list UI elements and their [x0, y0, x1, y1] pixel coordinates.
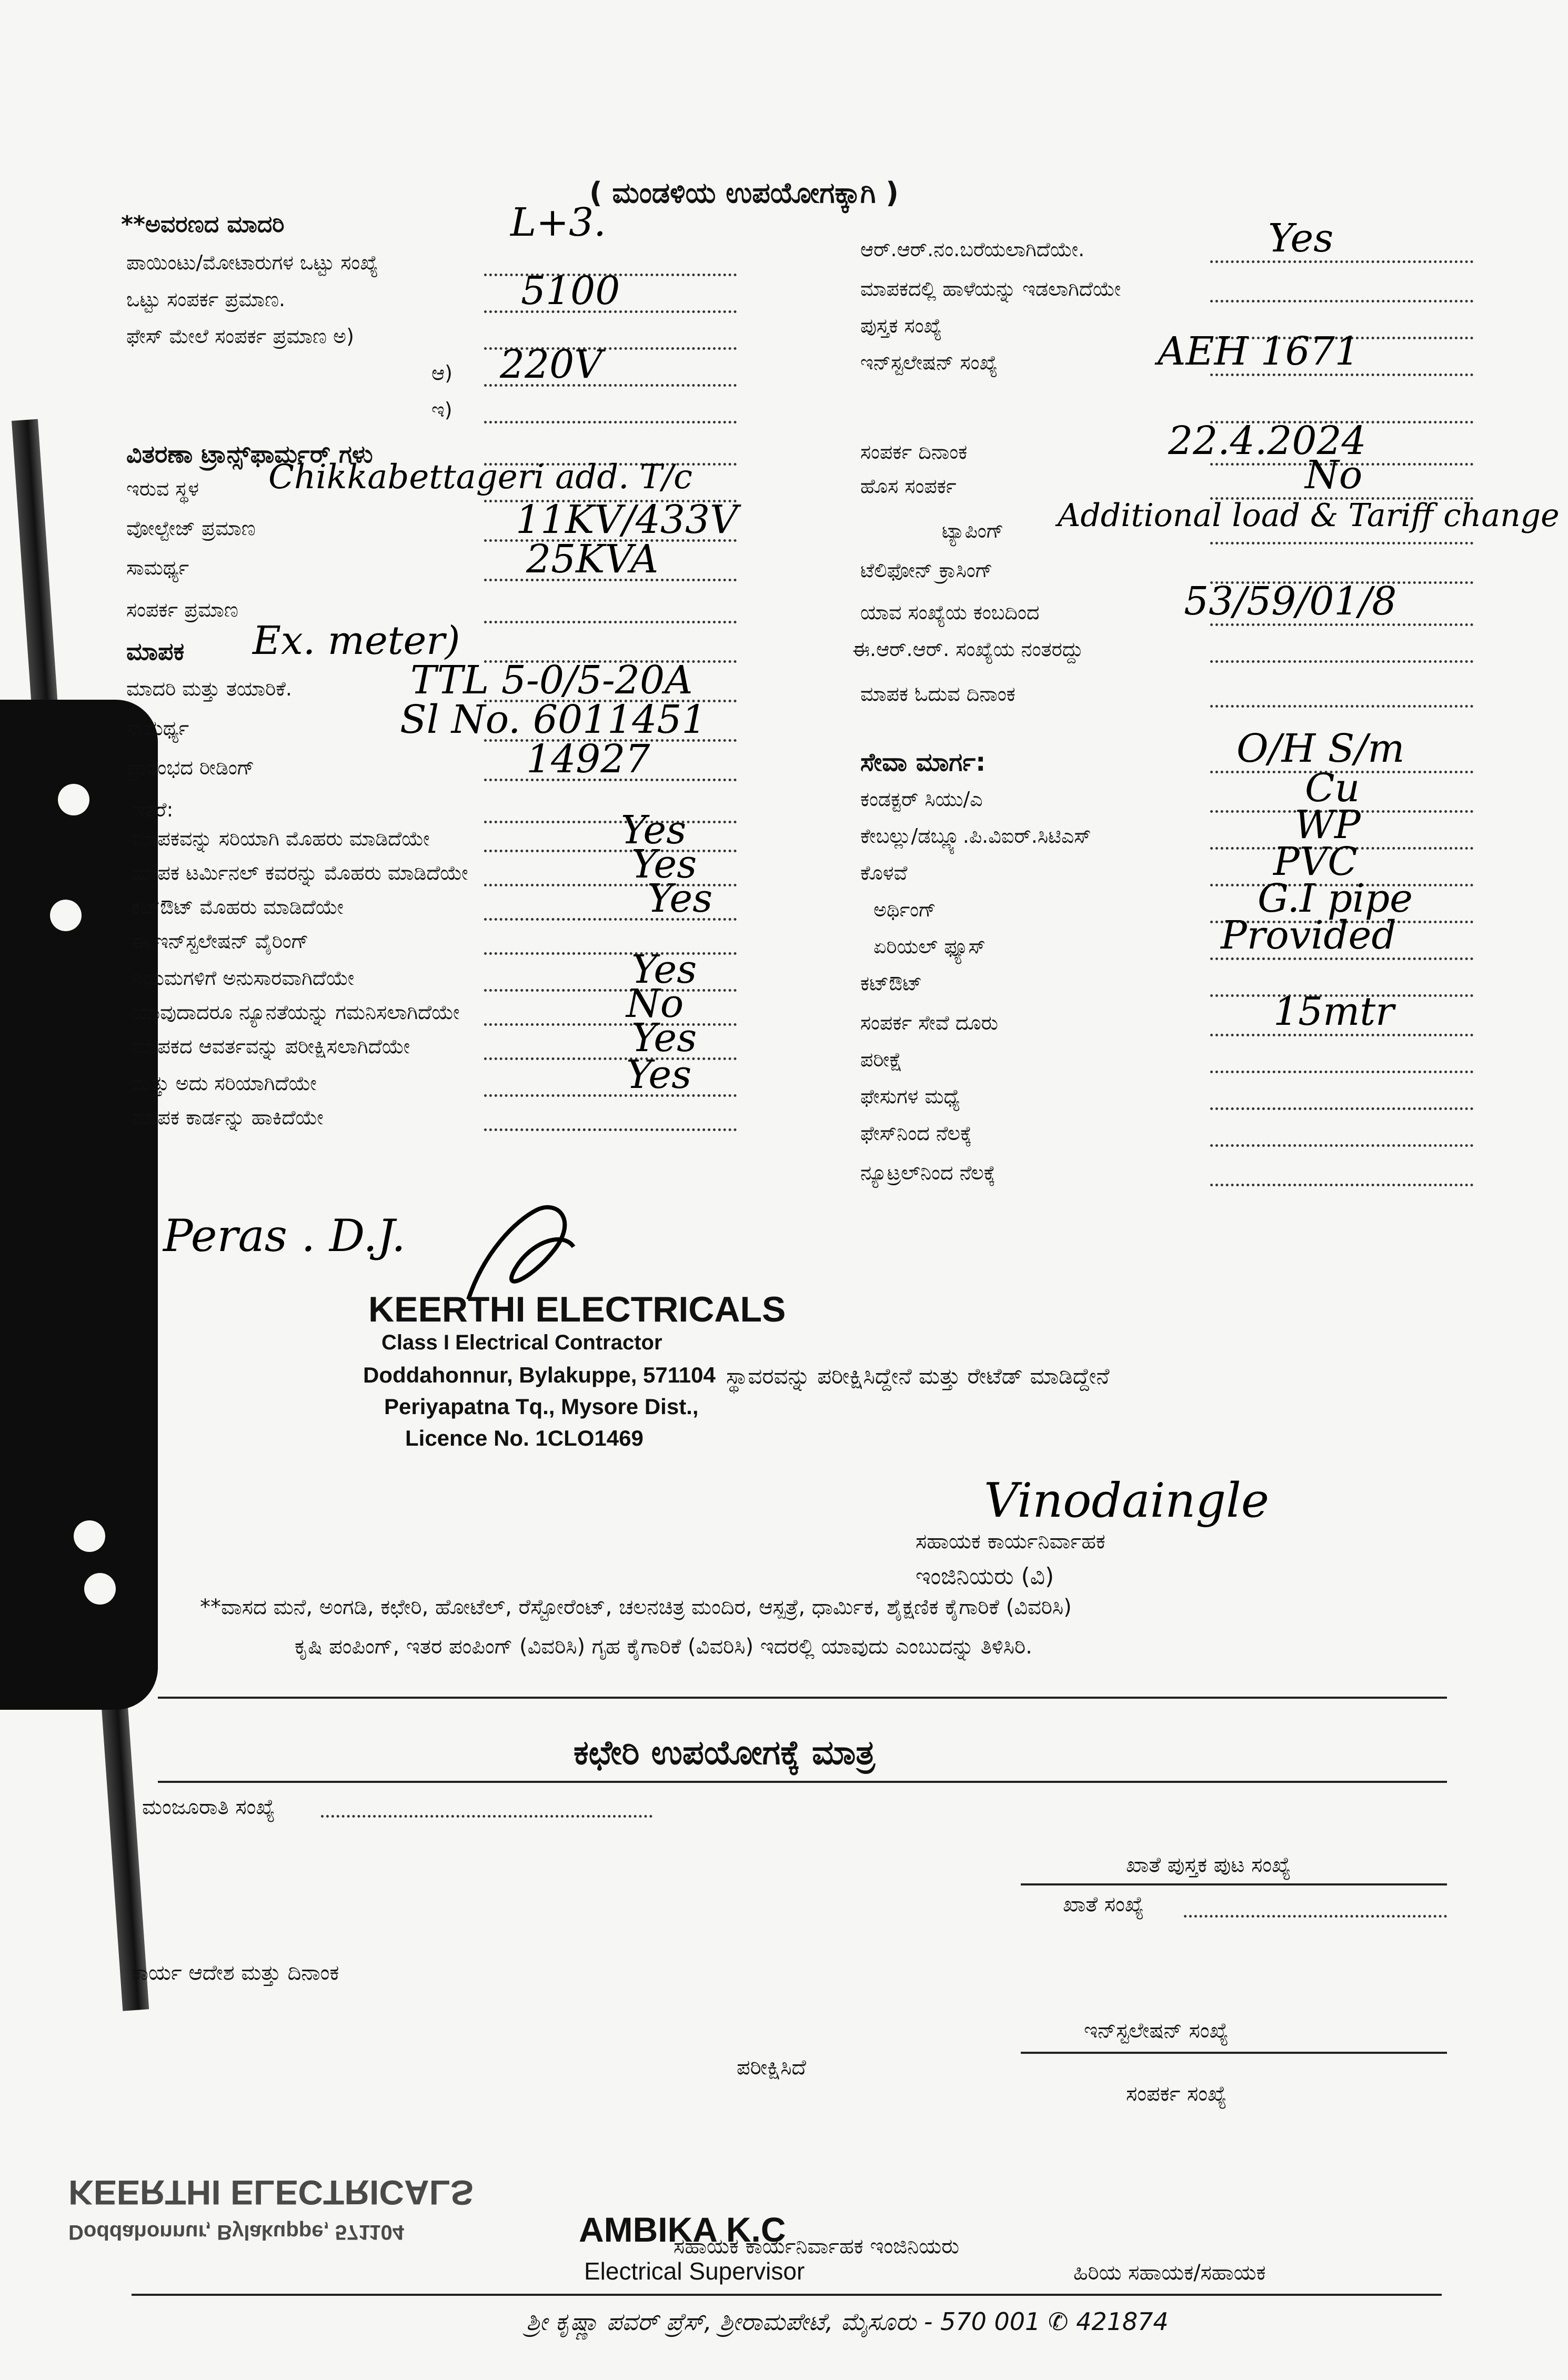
right-row-label: ಅರ್ಥಿಂಗ್	[873, 898, 936, 921]
sanction-no-label: ಮಂಜೂರಾತಿ ಸಂಖ್ಯೆ	[142, 1795, 275, 1819]
left-row-dotted-field	[484, 850, 737, 852]
installation-no-label: ಇನ್‌ಸ್ಟಲೇಷನ್ ಸಂಖ್ಯೆ	[1084, 2019, 1229, 2043]
stamp-class: Class I Electrical Contractor	[381, 1331, 662, 1354]
right-row-value: G.I pipe	[1258, 876, 1413, 921]
left-row-value: Yes	[647, 876, 713, 921]
checked-label: ಪರೀಕ್ಷಿಸಿದೆ	[737, 2055, 806, 2080]
right-row-dotted-field	[1210, 260, 1473, 263]
clip-hole	[58, 784, 89, 815]
clip-hole	[50, 900, 82, 931]
right-row-dotted-field	[1210, 1107, 1473, 1110]
left-row-value: Chikkabettageri add. T/c	[268, 458, 692, 497]
right-row-value: AEH 1671	[1158, 329, 1360, 374]
right-row-dotted-field	[1210, 300, 1473, 302]
left-row-label: ಮಾಪಕವನ್ನು ಸರಿಯಾಗಿ ಮೊಹರು ಮಾಡಿದೆಯೇ	[132, 827, 430, 850]
right-row-value: PVC	[1273, 839, 1358, 884]
binder-clip	[0, 700, 158, 1710]
right-row-dotted-field	[1210, 660, 1473, 663]
left-row-value: Ex. meter)	[253, 618, 460, 663]
asst-engineer-label: ಸಹಾಯಕ ಕಾರ್ಯನಿರ್ವಾಹಕ ಇಂಜಿನಿಯರು	[674, 2234, 960, 2258]
left-row-label: ಫೇಸ್ ಮೇಲೆ ಸಂಪರ್ಕ ಪ್ರಮಾಣ ಅ)	[126, 325, 354, 348]
right-row-label: ಟ್ಯಾಪಿಂಗ್	[942, 519, 1004, 542]
clip-hole	[84, 1573, 116, 1605]
right-row-value: Cu	[1305, 765, 1360, 811]
right-row-label: ನ್ಯೂಟ್ರಲ್‌ನಿಂದ ನೆಲಕ್ಕೆ	[860, 1161, 996, 1184]
right-row-dotted-field	[1210, 705, 1473, 708]
sanction-no-field	[321, 1815, 652, 1818]
right-row-label: ಮಾಪಕದಲ್ಲಿ ಹಾಳೆಯನ್ನು ಇಡಲಾಗಿದೆಯೇ	[860, 277, 1121, 300]
left-row-label: ಮಾಪಕದ ಆವರ್ತವನ್ನು ಪರೀಕ್ಷಿಸಲಾಗಿದೆಯೇ	[132, 1035, 410, 1058]
right-row-value: WP	[1294, 802, 1361, 848]
left-row-value: 5100	[521, 268, 620, 314]
right-row-label: ಟೆಲಿಫೋನ್ ಕ್ರಾಸಿಂಗ್	[860, 559, 993, 582]
left-row-label: ಕಟ್‌ಔಟ್ ಮೊಹರು ಮಾಡಿದೆಯೇ	[132, 895, 344, 919]
left-row-label: ಈ ಇನ್‌ಸ್ಟಲೇಷನ್ ವೈರಿಂಗ್	[132, 930, 309, 953]
left-row-value: 220V	[500, 342, 602, 387]
right-row-value: 53/59/01/8	[1184, 579, 1397, 624]
left-row-label: ಸಂಪರ್ಕ ಪ್ರಮಾಣ	[126, 598, 238, 621]
press-footer: ಶ್ರೀ ಕೃಷ್ಣಾ ಪವರ್ ಪ್ರೆಸ್, ಶ್ರೀರಾಮಪೇಟೆ, ಮೈಸೂರು - 570 001 ✆ 421874	[526, 2307, 1169, 2336]
left-row-dotted-field	[484, 1094, 737, 1097]
left-row-label: ನಿಯಮಗಳಿಗೆ ಅನುಸಾರವಾಗಿದೆಯೇ	[132, 966, 355, 990]
left-row-label: ಮಾದರಿ ಮತ್ತು ತಯಾರಿಕೆ.	[126, 677, 292, 700]
account-no-label: ಖಾತೆ ಸಂಖ್ಯೆ	[1063, 1892, 1144, 1917]
left-row-label: ಸಾಮರ್ಥ್ಯ	[126, 556, 189, 579]
right-row-value: 15mtr	[1273, 989, 1394, 1034]
right-row-dotted-field	[1210, 1184, 1473, 1186]
handwritten-name: Peras . D.J.	[163, 1210, 406, 1262]
right-row-label: ಏರಿಯಲ್ ಫ್ಯೂಸ್	[873, 935, 986, 958]
right-row-label: ಇನ್‌ಸ್ಟಲೇಷನ್ ಸಂಖ್ಯೆ	[860, 351, 998, 374]
right-row-dotted-field	[1210, 1071, 1473, 1073]
left-row-dotted-field	[484, 1057, 737, 1060]
left-row-value: Sl No. 6011451	[400, 697, 707, 742]
right-row-label: ಮಾಪಕ ಓದುವ ದಿನಾಂಕ	[860, 682, 1016, 705]
right-row-label: ಆರ್.ಆರ್.ನಂ.ಬರೆಯಲಾಗಿದೆಯೇ.	[860, 238, 1085, 261]
right-row-label: ಕಟ್‌ಔಟ್	[860, 972, 922, 995]
left-row-value: 25KVA	[526, 537, 659, 582]
left-row-label: ಇ)	[431, 398, 453, 421]
right-row-label: ಫೇಸುಗಳ ಮಧ್ಯೆ	[860, 1085, 960, 1108]
stamp-address: Doddahonnur, Bylakuppe, 571104	[363, 1363, 716, 1387]
right-row-label: ಸಂಪರ್ಕ ದಿನಾಂಕ	[860, 440, 968, 463]
ledger-page-label: ಖಾತೆ ಪುಸ್ತಕ ಪುಟ ಸಂಖ್ಯೆ	[1126, 1853, 1291, 1877]
left-row-label: ಸಾಮರ್ಥ್ಯ	[126, 717, 189, 740]
engineer-title-1: ಸಹಾಯಕ ಕಾರ್ಯನಿರ್ವಾಹಕ	[916, 1529, 1105, 1554]
right-row-value: 22.4.2024	[1168, 418, 1366, 463]
left-row-value: TTL 5-0/5-20A	[410, 658, 693, 703]
right-row-label: ಪರೀಕ್ಷೆ	[860, 1048, 902, 1071]
note-line-1: **ವಾಸದ ಮನೆ, ಅಂಗಡಿ, ಕಛೇರಿ, ಹೋಟೆಲ್, ರೆಸ್ಟೋರೆಂಟ್, ಚಲನಚಿತ್ರ ಮಂದಿರ, ಆಸ್ಪತ್ರೆ, ಧಾರ್ಮಿಕ, ಶೈಕ್ಷಣಿಕ ಕೈಗಾರಿಕೆ (ವಿವರಿಸಿ)	[200, 1595, 1072, 1619]
left-row-dotted-field	[484, 1128, 737, 1131]
left-row-label: ವಿತರಣಾ ಟ್ರಾನ್ಸ್‌ಫಾರ್ಮರ್ ಗಳು	[126, 440, 373, 468]
right-row-value: Additional load & Tariff change	[1058, 497, 1560, 534]
right-row-value: O/H S/m	[1237, 726, 1405, 771]
right-row-value: Yes	[1268, 216, 1334, 261]
right-row-label: ಯಾವ ಸಂಖ್ಯೆಯ ಕಂಬದಿಂದ	[860, 601, 1040, 624]
page-title: ( ಮಂಡಳಿಯ ಉಪಯೋಗಕ್ಕಾಗಿ )	[589, 176, 899, 209]
left-row-label: ಮತ್ತು ಅದು ಸರಿಯಾಗಿದೆಯೇ	[132, 1072, 317, 1095]
left-row-label: ಮಾಪಕ ಕಾರ್ಡನ್ನು ಹಾಕಿದೆಯೇ	[132, 1106, 324, 1129]
stamp-name: KEERTHI ELECTRICALS	[368, 1289, 786, 1329]
right-row-label: ಕೇಬಲ್ಲು/ಡಬ್ಲ್ಯೂ.ಪಿ.ವಿಐರ್.ಸಿಟಿಎಸ್	[860, 824, 1091, 848]
left-row-label: ಪಾಯಿಂಟು/ಮೋಟಾರುಗಳ ಒಟ್ಟು ಸಂಖ್ಯೆ	[126, 251, 378, 274]
mirrored-stamp-address: Doddahonnur, Bylakuppe, 571104	[68, 2221, 404, 2244]
right-row-label: ಹೊಸ ಸಂಪರ್ಕ	[860, 475, 957, 498]
right-row-label: ಕೊಳವೆ	[860, 861, 908, 884]
left-row-value: No	[626, 981, 684, 1026]
left-row-value: Yes	[631, 1015, 697, 1061]
right-row-dotted-field	[1210, 1144, 1473, 1147]
right-row-dotted-field	[1210, 542, 1473, 544]
left-row-value: Yes	[631, 947, 697, 992]
left-row-dotted-field	[484, 821, 737, 823]
certify-text: ಸ್ಥಾವರವನ್ನು ಪರೀಕ್ಷಿಸಿದ್ದೇನೆ ಮತ್ತು ರೇಟೆಡ್ ಮಾಡಿದ್ದೇನೆ	[726, 1363, 1110, 1389]
left-row-label: ಆ)	[431, 361, 453, 385]
section-divider	[158, 1697, 1447, 1699]
ledger-rule	[1021, 1883, 1447, 1885]
left-row-value: Yes	[621, 808, 687, 853]
left-row-dotted-field	[484, 421, 737, 423]
section-divider	[158, 1781, 1447, 1783]
left-row-label: ಇತರೆ:	[132, 798, 174, 821]
supervisor-title: Electrical Supervisor	[584, 2257, 805, 2285]
left-row-value: 11KV/433V	[516, 497, 738, 542]
right-row-value: Provided	[1221, 913, 1396, 958]
category-value: L+3.	[510, 200, 606, 245]
left-row-label: ಒಟ್ಟು ಸಂಪರ್ಕ ಪ್ರಮಾಣ.	[126, 288, 286, 311]
left-row-label: ವೋಲ್ಟೇಜ್ ಪ್ರಮಾಣ	[126, 517, 256, 540]
left-row-label: ಮಾಪಕ ಟರ್ಮಿನಲ್ ಕವರನ್ನು ಮೊಹರು ಮಾಡಿದೆಯೇ	[132, 861, 468, 884]
engineer-title-2: ಇಂಜಿನಿಯರು (ವಿ)	[916, 1563, 1054, 1590]
connection-no-label: ಸಂಪರ್ಕ ಸಂಖ್ಯೆ	[1126, 2082, 1227, 2106]
mirrored-stamp: KEERTHI ELECTRICALS	[68, 2173, 474, 2212]
right-row-label: ಈ.ಆರ್.ಆರ್. ಸಂಖ್ಯೆಯ ನಂತರದ್ದು	[852, 638, 1083, 661]
left-row-value: 14927	[526, 737, 650, 782]
supervisor-name: AMBIKA K.C	[579, 2210, 786, 2249]
right-row-label: ಪುಸ್ತಕ ಸಂಖ್ಯೆ	[860, 314, 942, 337]
account-no-field	[1184, 1915, 1447, 1918]
senior-assistant-label: ಹಿರಿಯ ಸಹಾಯಕ/ಸಹಾಯಕ	[1073, 2261, 1266, 2285]
left-row-dotted-field	[484, 621, 737, 623]
left-row-dotted-field	[484, 952, 737, 955]
right-row-label: ಕಂಡಕ್ಟರ್ ಸಿಯು/ಎ	[860, 788, 983, 811]
left-row-dotted-field	[484, 989, 737, 992]
right-row-label: ಸಂಪರ್ಕ ಸೇವೆ ದೂರು	[860, 1011, 998, 1034]
note-line-2: ಕೃಷಿ ಪಂಪಿಂಗ್, ಇತರ ಪಂಪಿಂಗ್ (ವಿವರಿಸಿ) ಗೃಹ ಕೈಗಾರಿಕೆ (ವಿವರಿಸಿ) ಇದರಲ್ಲಿ ಯಾವುದು ಎಂಬುದನ್ನು ತಿಳಿಸಿರಿ.	[295, 1635, 1032, 1659]
work-order-label: ಕಾರ್ಯ ಆದೇಶ ಮತ್ತು ದಿನಾಂಕ	[132, 1961, 339, 1985]
left-row-label: ಮಾಪಕ	[126, 637, 185, 665]
left-row-label: ಪ್ರಾರಂಭದ ರೀಡಿಂಗ್	[126, 756, 255, 779]
left-row-label: ಇರುವ ಸ್ಥಳ	[126, 477, 199, 500]
engineer-signature: Vinodaingle	[984, 1473, 1270, 1528]
stamp-taluk: Periyapatna Tq., Mysore Dist.,	[384, 1394, 699, 1419]
clip-hole	[74, 1520, 105, 1552]
right-row-label: ಫೇಸ್‌ನಿಂದ ನೆಲಕ್ಕೆ	[860, 1122, 972, 1145]
stamp-licence: Licence No. 1CLO1469	[405, 1426, 644, 1450]
left-row-value: Yes	[626, 1052, 692, 1097]
left-row-dotted-field	[484, 1023, 737, 1026]
left-row-value: Yes	[631, 842, 697, 887]
left-row-label: ಯಾವುದಾದರೂ ನ್ಯೂನತೆಯನ್ನು ಗಮನಿಸಲಾಗಿದೆಯೇ	[132, 1001, 460, 1024]
right-row-label: ಸೇವಾ ಮಾರ್ಗ:	[860, 748, 986, 777]
footer-rule	[132, 2294, 1442, 2296]
office-title: ಕಛೇರಿ ಉಪಯೋಗಕ್ಕೆ ಮಾತ್ರ	[574, 1733, 876, 1772]
category-label: **ಅವರಣದ ಮಾದರಿ	[121, 211, 285, 238]
installation-rule	[1021, 2052, 1447, 2054]
right-row-value: No	[1305, 452, 1363, 498]
